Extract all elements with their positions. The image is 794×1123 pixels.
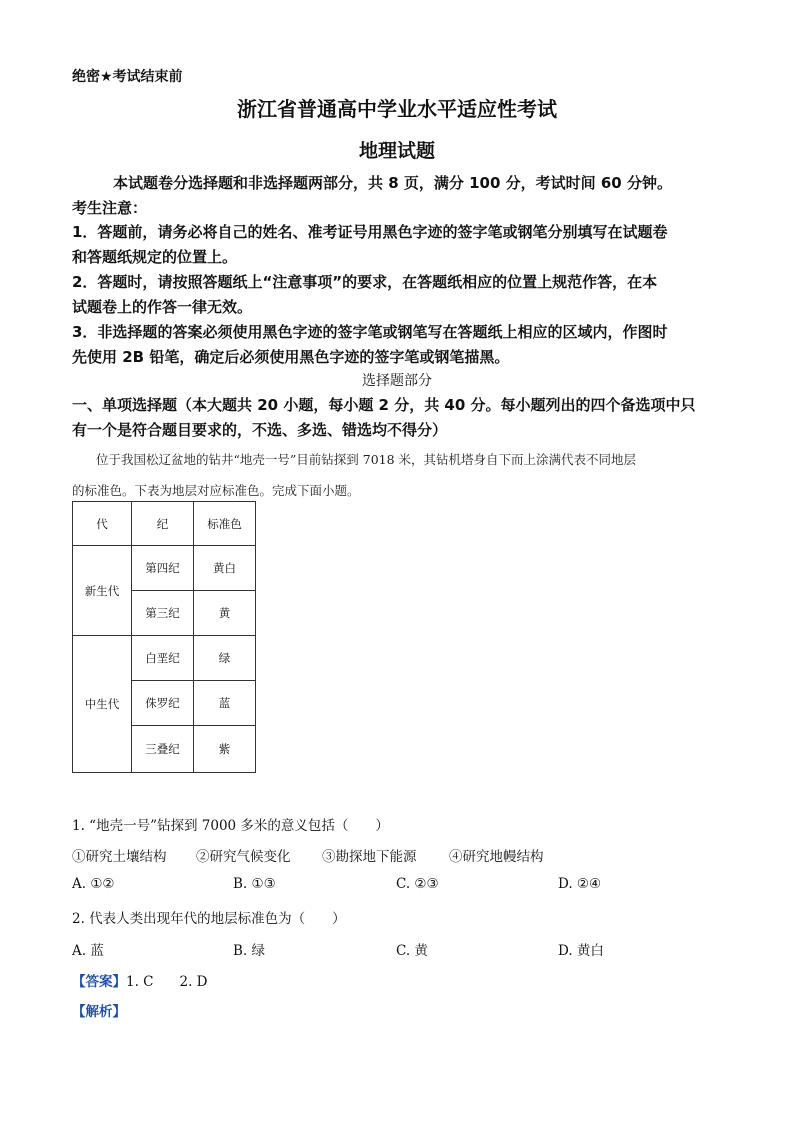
period-cell: 侏罗纪 <box>132 681 194 726</box>
q1-item: ①研究土壤结构 <box>72 849 167 865</box>
answer-2: 2. D <box>179 974 208 990</box>
period-cell: 白垩纪 <box>132 636 194 681</box>
answer-block <box>72 970 208 990</box>
passage-line-1: 位于我国松辽盆地的钻井“地壳一号”目前钻探到 7018 米，其钻机塔身自下而上涂满代表不同地层 <box>96 452 637 467</box>
notice-item-1: 1．答题前，请务必将自己的姓名、准考证号用黑色字迹的签字笔或钢笔分别填写在试题卷 <box>72 223 668 241</box>
header-era: 代 <box>73 502 132 546</box>
notice-item-2-cont: 试题卷上的作答一律无效。 <box>72 298 253 316</box>
color-cell: 绿 <box>194 636 256 681</box>
notice-item-3: 3．非选择题的答案必须使用黑色字迹的签字笔或钢笔写在答题纸上相应的区域内，作图时 <box>72 323 668 341</box>
period-cell: 三叠纪 <box>132 726 194 773</box>
q1-item: ④研究地幔结构 <box>449 849 544 865</box>
passage-line-2: 的标准色。下表为地层对应标准色。完成下面小题。 <box>72 483 360 498</box>
q2-option-a: A. 蓝 <box>72 943 104 959</box>
intro-text: 本试题卷分选择题和非选择题两部分，共 8 页，满分 100 分，考试时间 60 分钟。 <box>113 174 672 192</box>
table-header-row <box>73 502 256 546</box>
header-color: 标准色 <box>194 502 256 546</box>
table-row <box>73 546 256 591</box>
notice-item-2: 2．答题时，请按照答题纸上“注意事项”的要求，在答题纸相应的位置上规范作答，在本 <box>72 273 658 291</box>
section-heading-cont: 有一个是符合题目要求的，不选、多选、错选均不得分） <box>72 421 448 439</box>
table-row <box>73 636 256 681</box>
section-label: 选择题部分 <box>362 373 432 389</box>
q2-option-d: D. 黄白 <box>558 943 604 959</box>
confidential-label: 绝密★考试结束前 <box>72 69 183 85</box>
period-cell: 第三纪 <box>132 591 194 636</box>
q1-item: ③勘探地下能源 <box>322 849 417 865</box>
era-mesozoic: 中生代 <box>73 636 132 773</box>
section-heading: 一、单项选择题（本大题共 20 小题，每小题 2 分，共 40 分。每小题列出的四个备选项中只 <box>72 396 696 414</box>
header-period: 纪 <box>132 502 194 546</box>
period-cell: 第四纪 <box>132 546 194 591</box>
question-2-stem: 2. 代表人类出现年代的地层标准色为（ ） <box>72 911 346 927</box>
q2-option-b: B. 绿 <box>233 943 266 959</box>
answer-label: 【答案】 <box>72 974 126 990</box>
color-cell: 黄 <box>194 591 256 636</box>
analysis-label: 【解析】 <box>72 1004 126 1020</box>
q1-option-b: B. ①③ <box>233 876 276 892</box>
strata-color-table <box>72 501 256 773</box>
exam-title: 浙江省普通高中学业水平适应性考试 <box>237 97 557 121</box>
notice-item-1-cont: 和答题纸规定的位置上。 <box>72 248 238 266</box>
color-cell: 黄白 <box>194 546 256 591</box>
answer-1: 1. C <box>126 974 154 990</box>
q1-option-a: A. ①② <box>72 876 115 892</box>
color-cell: 蓝 <box>194 681 256 726</box>
question-1-stem: 1. “地壳一号”钻探到 7000 多米的意义包括（ ） <box>72 818 389 834</box>
era-cenozoic: 新生代 <box>73 546 132 636</box>
q1-option-c: C. ②③ <box>396 876 439 892</box>
q1-option-d: D. ②④ <box>558 876 602 892</box>
q1-item: ②研究气候变化 <box>196 849 291 865</box>
notice-item-3-cont: 先使用 2B 铅笔，确定后必须使用黑色字迹的签字笔或钢笔描黑。 <box>72 348 510 366</box>
q2-option-c: C. 黄 <box>396 943 428 959</box>
notice-heading: 考生注意： <box>72 199 148 217</box>
subject-title: 地理试题 <box>358 140 435 162</box>
color-cell: 紫 <box>194 726 256 773</box>
